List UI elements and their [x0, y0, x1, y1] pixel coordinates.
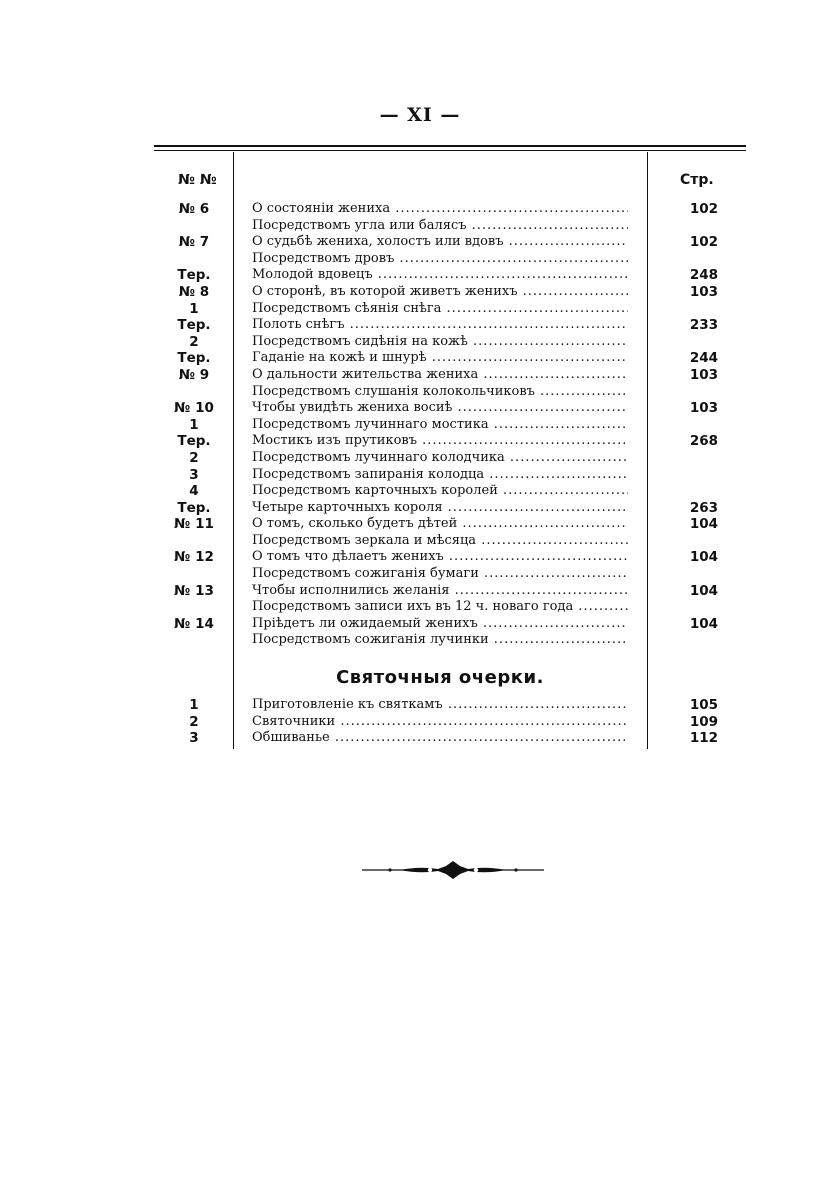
toc-entry-number: 4 — [189, 483, 199, 500]
toc-entry-title: Посредствомъ записи ихъ въ 12 ч. новаго года ..... — [252, 599, 628, 616]
toc-entry-title: Посредствомъ дровъ ..... — [252, 251, 628, 268]
toc-row — [154, 450, 746, 467]
toc-entry-title: Посредствомъ слушанія колокольчиковъ ..... — [252, 384, 628, 401]
toc-entry-number: Тер. — [177, 433, 211, 450]
toc-row — [154, 500, 746, 517]
toc-entry-title: Посредствомъ сожиганія бумаги ..... — [252, 566, 628, 583]
toc-entry-title: Пріѣдетъ ли ожидаемый женихъ ..... — [252, 616, 628, 633]
toc-entry-title: О состояніи жениха ..... — [252, 201, 628, 218]
toc-row — [154, 697, 746, 714]
top-rule-thick — [154, 145, 746, 147]
toc-row — [154, 566, 746, 583]
toc-list — [154, 201, 746, 649]
toc-entry-number: 2 — [189, 449, 199, 466]
toc-entry-number: 3 — [189, 730, 199, 747]
toc-entry-number: № 8 — [178, 283, 210, 300]
toc-entry-title: Посредствомъ сожиганія лучинки ..... — [252, 632, 628, 649]
toc-row — [154, 317, 746, 334]
ornament-divider-icon — [360, 858, 546, 882]
toc-entry-number: Тер. — [177, 317, 211, 334]
toc-entry-page: 103 — [689, 283, 718, 300]
toc-entry-page: 109 — [689, 713, 718, 730]
toc-entry-title: О судьбѣ жениха, холостъ или вдовъ ..... — [252, 234, 628, 251]
toc-row — [154, 218, 746, 235]
toc-row — [154, 583, 746, 600]
toc-row — [154, 599, 746, 616]
toc-entry-page: 233 — [689, 317, 718, 334]
toc-row — [154, 267, 746, 284]
toc-entry-title: О дальности жительства жениха ..... — [252, 367, 628, 384]
toc-entry-title: О сторонѣ, въ которой живетъ женихъ ..... — [252, 284, 628, 301]
toc-entry-page: 104 — [689, 582, 718, 599]
toc-entry-page: 244 — [689, 350, 718, 367]
toc-entry-number: № 10 — [174, 400, 214, 417]
toc-entry-title: Посредствомъ зеркала и мѣсяца ..... — [252, 533, 628, 550]
toc-entry-number: 1 — [189, 300, 199, 317]
toc-entry-number: № 13 — [174, 582, 214, 599]
toc-row — [154, 384, 746, 401]
toc-row — [154, 730, 746, 747]
toc-entry-title: Посредствомъ сѣянія снѣга ..... — [252, 301, 628, 318]
toc-entry-number: № 9 — [178, 366, 210, 383]
toc-row — [154, 433, 746, 450]
toc-entry-page: 103 — [689, 400, 718, 417]
toc-entry-page: 104 — [689, 615, 718, 632]
toc-entry-title: Приготовленіе къ святкамъ ..... — [252, 697, 628, 714]
toc-row — [154, 533, 746, 550]
toc-entry-title: Посредствомъ карточныхъ королей ..... — [252, 483, 628, 500]
toc-row — [154, 400, 746, 417]
toc-entry-title: Гаданіе на кожѣ и шнурѣ ..... — [252, 350, 628, 367]
toc-entry-title: Чтобы увидѣть жениха восиѣ ..... — [252, 400, 628, 417]
header-number-label: № № — [178, 172, 217, 188]
toc-entry-title: Посредствомъ угла или балясъ ..... — [252, 218, 628, 235]
toc-entry-page: 263 — [689, 499, 718, 516]
toc-row — [154, 251, 746, 268]
toc-entry-page: 248 — [689, 267, 718, 284]
toc-row — [154, 284, 746, 301]
toc-entry-number: 2 — [189, 713, 199, 730]
toc-entry-title: О томъ что дѣлаетъ женихъ ..... — [252, 549, 628, 566]
toc-entry-number: 1 — [189, 697, 199, 713]
toc-entry-title: Четыре карточныхъ короля ..... — [252, 500, 628, 517]
toc-row — [154, 350, 746, 367]
toc-row — [154, 201, 746, 218]
page-number: — XI — — [379, 104, 461, 126]
toc-entry-number: № 11 — [174, 516, 214, 533]
toc-entry-number: 3 — [189, 466, 199, 483]
toc-entry-number: № 12 — [174, 549, 214, 566]
toc-entry-title: Посредствомъ сидѣнія на кожѣ ..... — [252, 334, 628, 351]
toc-row — [154, 483, 746, 500]
toc-entry-title: Посредствомъ запиранія колодца ..... — [252, 467, 628, 484]
toc-entry-page: 104 — [689, 516, 718, 533]
toc-entry-title: Мостикъ изъ прутиковъ ..... — [252, 433, 628, 450]
toc-entry-title: Чтобы исполнились желанія ..... — [252, 583, 628, 600]
toc-entry-number: № 14 — [174, 615, 214, 632]
toc-entry-page: 103 — [689, 366, 718, 383]
toc-entry-page: 102 — [689, 234, 718, 251]
toc-entry-title: Посредствомъ лучиннаго колодчика ..... — [252, 450, 628, 467]
toc-entry-page: 112 — [689, 730, 718, 747]
toc-row — [154, 367, 746, 384]
toc-row — [154, 334, 746, 351]
toc-entry-title: О томъ, сколько будетъ дѣтей ..... — [252, 516, 628, 533]
section-toc-list — [154, 697, 746, 747]
toc-row — [154, 467, 746, 484]
section-heading: Святочныя очерки. — [336, 667, 544, 688]
toc-entry-page: 268 — [689, 433, 718, 450]
header-page-label: Стр. — [680, 172, 714, 188]
toc-row — [154, 549, 746, 566]
toc-entry-number: Тер. — [177, 350, 211, 367]
toc-entry-number: Тер. — [177, 499, 211, 516]
toc-row — [154, 516, 746, 533]
toc-entry-number: 1 — [189, 416, 199, 433]
toc-entry-title: Святочники ..... — [252, 714, 628, 731]
toc-row — [154, 714, 746, 731]
toc-entry-number: 2 — [189, 333, 199, 350]
toc-entry-number: № 6 — [178, 201, 210, 217]
toc-row — [154, 616, 746, 633]
toc-entry-page: 104 — [689, 549, 718, 566]
toc-entry-number: Тер. — [177, 267, 211, 284]
toc-entry-number: № 7 — [178, 234, 210, 251]
toc-entry-title: Молодой вдовецъ ..... — [252, 267, 628, 284]
table-header — [154, 172, 746, 192]
toc-entry-page: 105 — [689, 697, 718, 713]
toc-entry-page: 102 — [689, 201, 718, 217]
toc-entry-title: Посредствомъ лучиннаго мостика ..... — [252, 417, 628, 434]
toc-row — [154, 234, 746, 251]
toc-row — [154, 632, 746, 649]
toc-entry-title: Полоть снѣгъ ..... — [252, 317, 628, 334]
top-rule-thin — [154, 150, 746, 151]
toc-row — [154, 301, 746, 318]
toc-row — [154, 417, 746, 434]
toc-entry-title: Обшиванье ..... — [252, 730, 628, 747]
